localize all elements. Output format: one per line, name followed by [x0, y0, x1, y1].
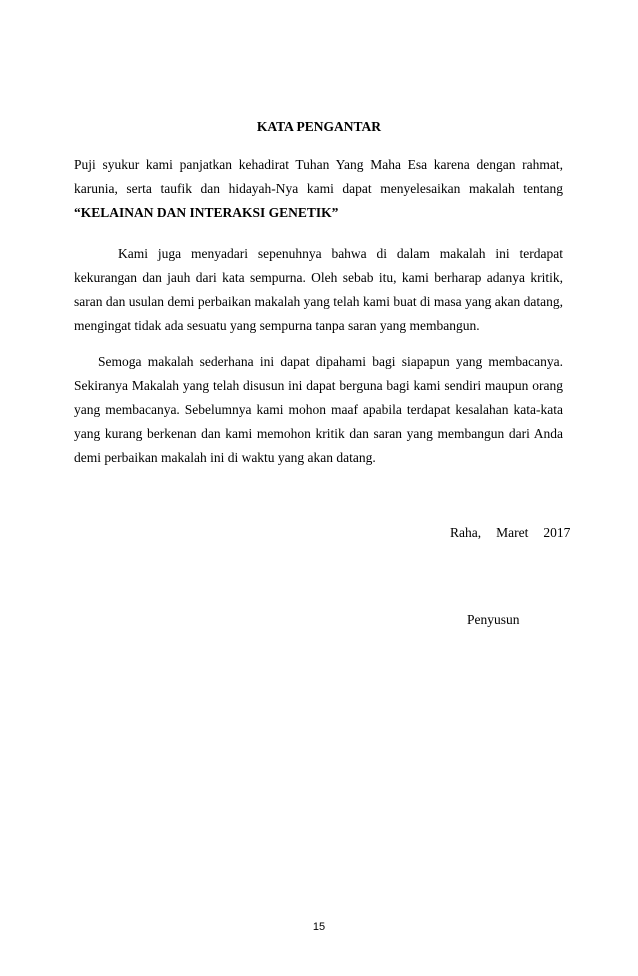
author-label: Penyusun — [467, 612, 520, 627]
paper-title: “KELAINAN DAN INTERAKSI GENETIK” — [74, 205, 339, 220]
signoff-place: Raha, — [450, 525, 482, 540]
page-number: 15 — [312, 921, 326, 933]
opening-paragraph-text: Puji syukur kami panjatkan kehadirat Tuhan Yang Maha Esa karena dengan rahmat, karunia, serta taufik dan hidayah-Nya kami dapat menyelesaikan makalah tentang — [74, 157, 563, 196]
page-title: KATA PENGANTAR — [256, 119, 382, 134]
signoff-year: 2017 — [543, 525, 571, 540]
signoff-month: Maret — [496, 525, 529, 540]
opening-paragraph — [74, 153, 563, 225]
date-line — [450, 524, 585, 542]
acknowledgement-paragraph: Kami juga menyadari sepenuhnya bahwa di dalam makalah ini terdapat kekurangan dan jauh dari kata sempurna. Oleh sebab itu, kami berharap adanya kritik, saran dan usulan demi perbaikan makalah yang telah kami buat di masa yang akan datang, mengingat tidak ada sesuatu yang sempurna tanpa saran yang membangun. — [74, 246, 563, 333]
closing-paragraph: Semoga makalah sederhana ini dapat dipahami bagi siapapun yang membacanya. Sekiranya Makalah yang telah disusun ini dapat berguna bagi kami sendiri maupun orang yang membacanya. Sebelumnya kami mohon maaf apabila terdapat kesalahan kata-kata yang kurang berkenan dan kami memohon kritik dan saran yang membangun dari Anda demi perbaikan makalah ini di waktu yang akan datang. — [74, 354, 563, 465]
